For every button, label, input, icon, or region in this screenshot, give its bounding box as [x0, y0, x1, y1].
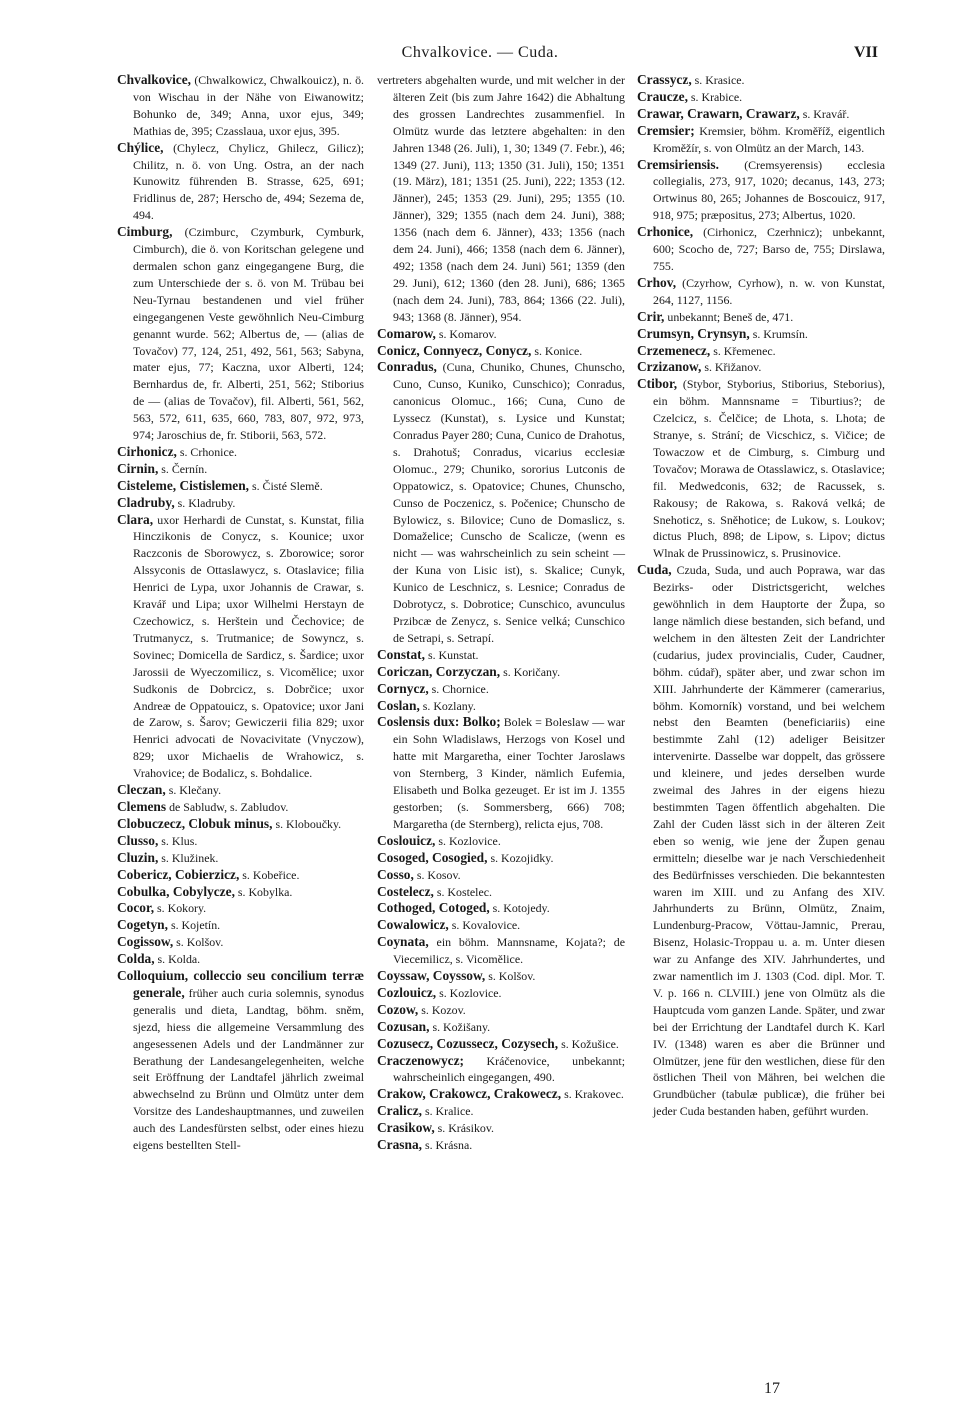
entry-text: ein böhm. Mannsname, Kojata?; de Viecemilicz, s. Vicomělice.: [393, 935, 625, 967]
entry-text: (Cirhonicz, Czerhnicz); unbekannt, 600; Scocho de, 727; Barso de, 755; Dirslawa, 755.: [653, 225, 885, 273]
index-entry: [117, 850, 364, 867]
index-entry: [117, 951, 364, 968]
entry-text: (Chwalkowicz, Chwalkouicz), n. ö. von Wischau in der Nähe von Eiwanowitz; Bohunko de, 349; Anna, uxor ejus, 349; Mathias de, 395; Czasslaua, uxor ejus, 395.: [133, 73, 364, 138]
entry-headword: Crhonice,: [637, 224, 694, 240]
entry-text: s. Kunstat.: [425, 647, 479, 662]
entry-headword: Comarow,: [377, 325, 436, 341]
index-entry: [377, 1137, 625, 1154]
entry-headword: Cozusecz, Cozussecz, Cozysech,: [377, 1035, 559, 1051]
entry-headword: Cowalowicz,: [377, 917, 449, 933]
index-entry: [377, 1053, 625, 1087]
entry-text: Kremsier, böhm. Kroměříž, eigentlich Kroměžír, s. von Olmütz an der March, 143.: [653, 123, 885, 155]
column-right: [637, 72, 885, 1120]
index-entry: [637, 326, 885, 343]
entry-headword: Cralicz,: [377, 1103, 422, 1119]
entry-headword: Crasikow,: [377, 1120, 435, 1136]
entry-text: s. Kladruby.: [174, 495, 236, 510]
entry-headword: Clobuczecz, Clobuk minus,: [117, 815, 273, 831]
entry-headword: Coslensis dux: Bolko;: [377, 714, 501, 730]
entry-headword: Cogissow,: [117, 934, 174, 950]
entry-text: s. Krasice.: [691, 73, 745, 87]
entry-headword: Costelecz,: [377, 883, 434, 899]
index-entry: [117, 934, 364, 951]
entry-text: früher auch curia solemnis, synodus generalis und dieta, Landtag, böhm. sněm, sjezd, hiess die allgemeine Versammlung des angesessenen Adels und der Landmänner zur Berathung der Landesangelegenheiten, welche seit Eröffnung der Landtafel jährlich zweimal abwechselnd zu Brünn und Olmütz unter dem Vorsitze des Landeshauptmannes, und zuweilen auch des Landesfürsten selbst, oder eines hiezu eigens bestellten Stell-: [133, 985, 364, 1153]
entry-text: Bolek = Boleslaw — war ein Sohn Wladislaws, Herzogs von Kosel und hatte mit Margaretha, einer Tochter Jaroslaws von Sternberg, 3 Kinder, nämlich Eufemia, Elisabeth und Bolka gezeuget. Er ist im J. 1355 gestorben; (s. Sommersberg, 666) 708; Margaretha (de Sternberg), relicta ejus, 708.: [393, 715, 625, 831]
entry-text: s. Konice.: [531, 343, 583, 358]
index-entry: [377, 867, 625, 884]
entry-text: s. Krumsín.: [749, 326, 808, 341]
entry-text: s. Koričany.: [500, 664, 561, 679]
index-entry: [637, 72, 885, 89]
entry-headword: Cirnin,: [117, 460, 159, 476]
entry-headword: Cocor,: [117, 900, 155, 916]
index-entry: [377, 934, 625, 968]
index-entry: [117, 884, 364, 901]
index-entry: [637, 106, 885, 123]
index-entry: [117, 917, 364, 934]
index-entry: [637, 224, 885, 275]
entry-text: s. Chornice.: [428, 681, 489, 696]
entry-headword: Cirhonicz,: [117, 443, 177, 459]
page-folio: 17: [764, 1380, 780, 1397]
index-entry: [377, 359, 625, 646]
entry-headword: Crir,: [637, 308, 665, 324]
entry-text: s. Klus.: [158, 833, 198, 848]
entry-headword: Clemens: [117, 798, 167, 814]
entry-text: s. Klečany.: [165, 783, 222, 798]
index-entry: [637, 309, 885, 326]
entry-headword: Cleczan,: [117, 782, 166, 798]
page-number-roman: VII: [853, 44, 878, 61]
entry-text: s. Klužinek.: [158, 850, 219, 865]
entry-headword: Clara,: [117, 511, 154, 527]
entry-text: s. Kolda.: [154, 952, 201, 967]
index-entry: [377, 850, 625, 867]
entry-headword: Cosoged, Cosogied,: [377, 849, 488, 865]
entry-text: s. Kozlovice.: [436, 985, 502, 1000]
entry-text: (Cuna, Chuniko, Chunes, Chunscho, Cuno, Cunso, Kuniko, Cunschico); Conradus, canonicus Olomuc., 166; Cuna, Cuno de Lyssecz (Kunstat), s. Lysice und Kunstat; Conradus Payer 280; Cuna, Cunico de Drahotus, s. Drahotuš; Conradus, vicarius ecclesiæ Olomuc., 279; Chuniko, sororius Lutconis de Oppatowicz, s. Opatovice; Chunes, Chunscho, Cunso de Poczenicz, s. Počenice; Chunscho de Bylowicz, s. Bilovice; Cuno de Domaslicz, s. Domaželice; Cunscho de Scalicze, (wenn es nicht — was wahrscheinlich zu sein scheint — der Kuna von Lisic ist), s. Skalice; Cunyk, Kunico de Leschnicz, s. Lesnice; Conradus de Dobrotycz, s. Dobrotice; Cunschico, avunculus Przibcæ de Zenycz, s. Senice velká; Cunschico de Setrapi, s. Setrapí.: [393, 360, 625, 645]
running-head: Chvalkovice. — Cuda.: [401, 44, 559, 61]
entry-headword: Coyssaw, Coyssow,: [377, 968, 486, 984]
entry-text: s. Kožišany.: [429, 1019, 491, 1034]
entry-text: s. Crhonice.: [176, 444, 237, 459]
index-entry: [377, 343, 625, 360]
entry-headword: Cremsier;: [637, 122, 695, 138]
entry-headword: Conicz, Connyecz, Conycz,: [377, 342, 532, 358]
entry-headword: Crzizanow,: [637, 359, 702, 375]
entry-text: (Stybor, Styborius, Stiborius, Steborius), ein böhm. Mannsname = Tiburtius?; de Czelcicz, s. Čelčice; de Lhota, s. Lhota; de Stranye, s. Strání; de Vicschicz, s. Vičice; de Towaczow et de Cimburg, s. Cimburg und Tovačov; Morawa de Otasslawicz, s. Otaslavice; fil. Medwedconis, 632; de Racussek, s. Rakousy; de Rakowa, s. Raková velká; de Snehoticz, s. Sněhotice; de Lukow, s. Loukov; dictus Pluch, 898; de Lipow, s. Lipov; dictus Wlnak de Prussinowicz, s. Prusinovice.: [653, 377, 885, 561]
entry-headword: Cremsiriensis.: [637, 156, 719, 172]
index-entry: [637, 376, 885, 562]
index-entry: [377, 1019, 625, 1036]
column-left: [117, 72, 364, 1154]
entry-headword: Crhov,: [637, 274, 677, 290]
index-entry: [117, 512, 364, 783]
index-entry: [377, 714, 625, 832]
entry-headword: Crumsyn, Crynsyn,: [637, 325, 750, 341]
entry-text: s. Kozlovice.: [435, 833, 501, 848]
entry-headword: Clusso,: [117, 832, 159, 848]
entry-headword: Crawar, Crawarn, Crawarz,: [637, 105, 800, 121]
entry-headword: Cosso,: [377, 866, 414, 882]
entry-headword: Coriczan, Corzyczan,: [377, 663, 501, 679]
entry-headword: Ctibor,: [637, 376, 678, 392]
index-entry: [117, 444, 364, 461]
index-entry: [377, 1120, 625, 1137]
entry-headword: Cothoged, Cotoged,: [377, 900, 490, 916]
index-entry: [117, 833, 364, 850]
entry-headword: Cimburg,: [117, 224, 173, 240]
entry-headword: Constat,: [377, 646, 425, 662]
entry-headword: Crassycz,: [637, 72, 692, 87]
index-entry: [637, 157, 885, 225]
entry-text: s. Kotojedy.: [489, 901, 550, 916]
entry-text: s. Černín.: [158, 461, 208, 476]
index-entry: [637, 123, 885, 157]
entry-text: s. Kožušice.: [558, 1036, 619, 1051]
entry-headword: Cornycz,: [377, 680, 429, 696]
entry-text: s. Kosov.: [413, 867, 461, 882]
entry-text: s. Krakovec.: [561, 1087, 624, 1102]
index-entry: [117, 495, 364, 512]
index-entry: [117, 799, 364, 816]
entry-headword: Cuda,: [637, 562, 672, 578]
index-entry: [117, 900, 364, 917]
index-entry: [117, 968, 364, 1154]
index-entry: [637, 275, 885, 309]
index-entry: [637, 562, 885, 1120]
index-entry: [637, 343, 885, 360]
entry-headword: Cobericz, Cobierzicz,: [117, 866, 240, 882]
entry-headword: Cogetyn,: [117, 917, 168, 933]
entry-headword: Crakow, Crakowcz, Crakowecz,: [377, 1086, 562, 1102]
index-entry: [377, 917, 625, 934]
index-entry: [377, 985, 625, 1002]
index-entry: [117, 816, 364, 833]
entry-headword: Cozlouicz,: [377, 984, 437, 1000]
entry-text: s. Kloboučky.: [272, 816, 342, 831]
index-entry: [377, 681, 625, 698]
entry-headword: Cladruby,: [117, 494, 175, 510]
index-entry: [117, 478, 364, 495]
entry-text: s. Kojetín.: [167, 918, 221, 933]
index-entry: [117, 867, 364, 884]
index-entry: [377, 1002, 625, 1019]
entry-text: s. Kobeřice.: [239, 867, 300, 882]
entry-text: s. Kovalovice.: [448, 918, 521, 933]
entry-text: s. Krásikov.: [434, 1121, 495, 1136]
entry-text: unbekannt; Beneš de, 471.: [664, 309, 794, 324]
entry-headword: Coslouicz,: [377, 832, 436, 848]
entry-text: s. Kostelec.: [433, 884, 493, 899]
column-middle: [377, 72, 625, 1154]
index-entry: [117, 782, 364, 799]
entry-headword: Cozusan,: [377, 1018, 430, 1034]
entry-text: uxor Herhardi de Cunstat, s. Kunstat, filia Hinczikonis de Conycz, s. Kounice; uxor Raczconis de Sborowycz, s. Zborowice; soror Alssyconis de Ottaslawycz, s. Otaslavice; filia Henrici de Lypa, uxor Johannis de Crawar, s. Kravář und Lipa; uxor Wilhelmi Herstayn de Czechowicz, s. Herštein und Čechovice; de Trutmanycz, s. Trutmanice; de Sowyncz, s. Sovinec; Domicella de Sardicz, s. Šardice; uxor Jarossii de Wyeczomilicz, s. Vicomělice; uxor Sudkonis de Dobrcicz, s. Dobrčice; uxor Andreæ de Oppatouicz, s. Opatovice; uxor Jani de Zarow, s. Šarov; Gewiczerii filia 829; uxor Henrici advocati de Novacivitate (Vnyczow), 829; uxor Michaelis de Wrahowicz, s. Vrahovice; de Bodalicz, s. Bohdalice.: [133, 512, 364, 781]
entry-headword: Cluzin,: [117, 849, 159, 865]
index-entry: [377, 1036, 625, 1053]
entry-headword: Cobulka, Cobylycze,: [117, 883, 235, 899]
index-entry: [377, 968, 625, 985]
index-entry: [637, 89, 885, 106]
entry-text: vertreters abgehalten wurde, und mit welcher in der älteren Zeit (bis zum Jahre 1642) die Abhaltung des grossen Landrechtes zusammenfiel. In Olmütz wurde das letztere abgehalten: in den Jahren 1348 (26. Juli), 1, 30; 1349 (7. Febr.), 46; 1349 (27. Juni), 113; 1350 (31. Juli), 150; 1351 (19. März), 181; 1351 (25. Juni), 222; 1353 (12. Jänner), 245; 1353 (29. Juni), 295; 1355 (10. Jänner), 329; 1355 (nach dem 24. Juni), 388; 1356 (nach dem 6. Jänner), 433; 1356 (nach dem 24. Juni), 466; 1358 (nach dem 6. Jänner), 492; 1358 (nach dem 24. Juni) 561; 1359 (den 29. Juni), 612; 1360 (den 28. Juni), 686; 1365 (nach dem 24. Juni), 783, 864; 1366 (22. Juli), 943; 1368 (8. Jänner), 954.: [377, 73, 625, 324]
entry-headword: Cozow,: [377, 1001, 419, 1017]
entry-text: Czuda, Suda, und auch Poprawa, war das Bezirks- oder Districtsgericht, welches gewöhnlich in dem Hauptorte der Župa, so lange nämlich diese bestanden, sich befand, und welchem in den ältesten Zeit der Landrichter (cudarius, judex provincialis, Cuder, Caudner, böhm. cúdař), später aber, und zwar schon im XIII. Jahrhunderte der Kämmerer (camerarius, böhm. Komorník) vorstand, und bei welchem nebst den Beamten (beneficiariis) eine bestimmte Zahl (12) adeliger Beisitzer intervenirte. Dasselbe war doppelt, das grössere und kleinere, und jedes derselben wurde zweimal des Jahres in der eigens hiezu bestimmten Tagen öffentlich abgehalten. Die Zahl der Cuden lässt sich in der älteren Zeit eben so wenig, wie jene der Župen genau ermitteln; dieselbe war je nach Verschiedenheit des Bedürfnisses verschieden. Die bekanntesten waren im XIII. und zu Anfang des XIV. Jahrhunderts zu Brünn, Olmütz, Znaim, Lundenburg-Pracow, Vöttau-Jamnic, Prerau, Bisenz, Holasic-Troppau u. a. m. Unter diesen war zu Anfange des XIV. Jahrhundertes, und zwar namentlich im J. 1303 (Cod. dipl. Mor. T. V. p. 166 n. CLVIII.) jene von Olmütz als die Hauptcuda vom ganzen Lande. Später, und zwar bei der Errichtung der Landtafel durch K. Karl IV. (1348) waren es aber die Brünner und Olmützer, jene für den westlichen, diese für den östlichen Theil von Mähren, bei welchen die Grundbücher (tabulæ publicæ), die früher bei jeder Cuda bestanden haben, geführt wurden.: [653, 563, 885, 1119]
entry-text: s. Čisté Slemě.: [249, 478, 323, 493]
entry-text: (Czimburc, Czymburk, Cymburk, Cimburch), die ö. von Koritschan gelegene und dermalen schon ganz eingegangene Burg, die zum Unterschiede der s. ö. von M. Trübau bei Neu-Tyrnau bestandenen und viel früher eingegangenen Veste gewöhnlich Neu-Cimburg genannt wurde. 562; Albertus de, — (alias de Tovačov) 77, 124, 251, 492, 561, 563; Sabyna, mater ejus, 77; Kaczna, uxor Alberti, 124; Bernhardus de, fr. Alberti, 251, 562; Stiborius de — (alias de Tovačov), fil. Alberti, 561, 562, 563, 572, 611, 635, 660, 783, 807, 972, 973, 974; Jaroschius de, fr. Stiborii, 563, 572.: [133, 225, 364, 443]
entry-headword: Coslan,: [377, 697, 420, 713]
entry-text: s. Křemenec.: [710, 343, 776, 358]
entry-headword: Chvalkovice,: [117, 72, 192, 87]
entry-headword: Crasna,: [377, 1137, 423, 1153]
entry-headword: Conradus,: [377, 359, 437, 375]
entry-headword: Colloquium, colleccio seu concilium terræ generale,: [117, 968, 364, 1000]
index-entry: [637, 359, 885, 376]
entry-text: s. Kolšov.: [485, 969, 536, 984]
index-entry: [377, 833, 625, 850]
entry-headword: Cisteleme, Cistislemen,: [117, 477, 250, 493]
entry-headword: Craczenowycz;: [377, 1052, 464, 1068]
entry-text: s. Kozlany.: [419, 698, 476, 713]
index-entry: [377, 1103, 625, 1120]
index-entry: [117, 140, 364, 225]
entry-text: s. Kozojidky.: [487, 850, 554, 865]
index-entry: [377, 698, 625, 715]
entry-text: s. Kozov.: [418, 1002, 466, 1017]
entry-text: Kráčenovice, unbekannt; wahrscheinlich eingegangen, 490.: [393, 1053, 625, 1085]
index-entry: [117, 72, 364, 140]
entry-headword: Coynata,: [377, 934, 429, 950]
entry-text: (Chylecz, Chylicz, Ghilecz, Gilicz); Chilitz, n. ö. von Ung. Ostra, an der nach Kunowitz führenden B. Strasse, 625, 691; Fridlinus de, 287; Herscho de, 494; Sezema de, 494.: [133, 140, 364, 223]
index-entry: [377, 647, 625, 664]
entry-text: s. Kolšov.: [173, 935, 224, 950]
index-entry: [377, 1086, 625, 1103]
index-entry: [377, 72, 625, 326]
page-header: [0, 44, 960, 70]
entry-text: de Sabludw, s. Zabludov.: [166, 799, 289, 814]
entry-text: s. Krásna.: [422, 1138, 473, 1153]
entry-text: s. Kralice.: [421, 1104, 474, 1119]
index-entry: [117, 224, 364, 444]
entry-headword: Crzemenecz,: [637, 342, 711, 358]
entry-text: s. Krabice.: [687, 89, 743, 104]
entry-text: s. Kobylka.: [234, 884, 293, 899]
entry-headword: Colda,: [117, 951, 155, 967]
entry-text: (Cremsyerensis) ecclesia collegialis, 273, 917, 1020; decanus, 143, 273; Ortwinus 80, 265; Johannes de Boscouicz, 917, 918, 975; præpositus, 273; Albertus, 1020.: [653, 157, 885, 223]
entry-text: (Czyrhow, Cyrhow), n. w. von Kunstat, 264, 1127, 1156.: [653, 275, 885, 307]
index-entry: [377, 900, 625, 917]
entry-headword: Craucze,: [637, 88, 688, 104]
index-entry: [377, 884, 625, 901]
entry-text: s. Křižanov.: [701, 360, 762, 375]
index-entry: [377, 326, 625, 343]
index-entry: [117, 461, 364, 478]
entry-text: s. Kravář.: [799, 106, 850, 121]
entry-headword: Chýlice,: [117, 139, 164, 155]
index-entry: [377, 664, 625, 681]
entry-text: s. Kokory.: [154, 901, 207, 916]
entry-text: s. Komarov.: [435, 326, 497, 341]
